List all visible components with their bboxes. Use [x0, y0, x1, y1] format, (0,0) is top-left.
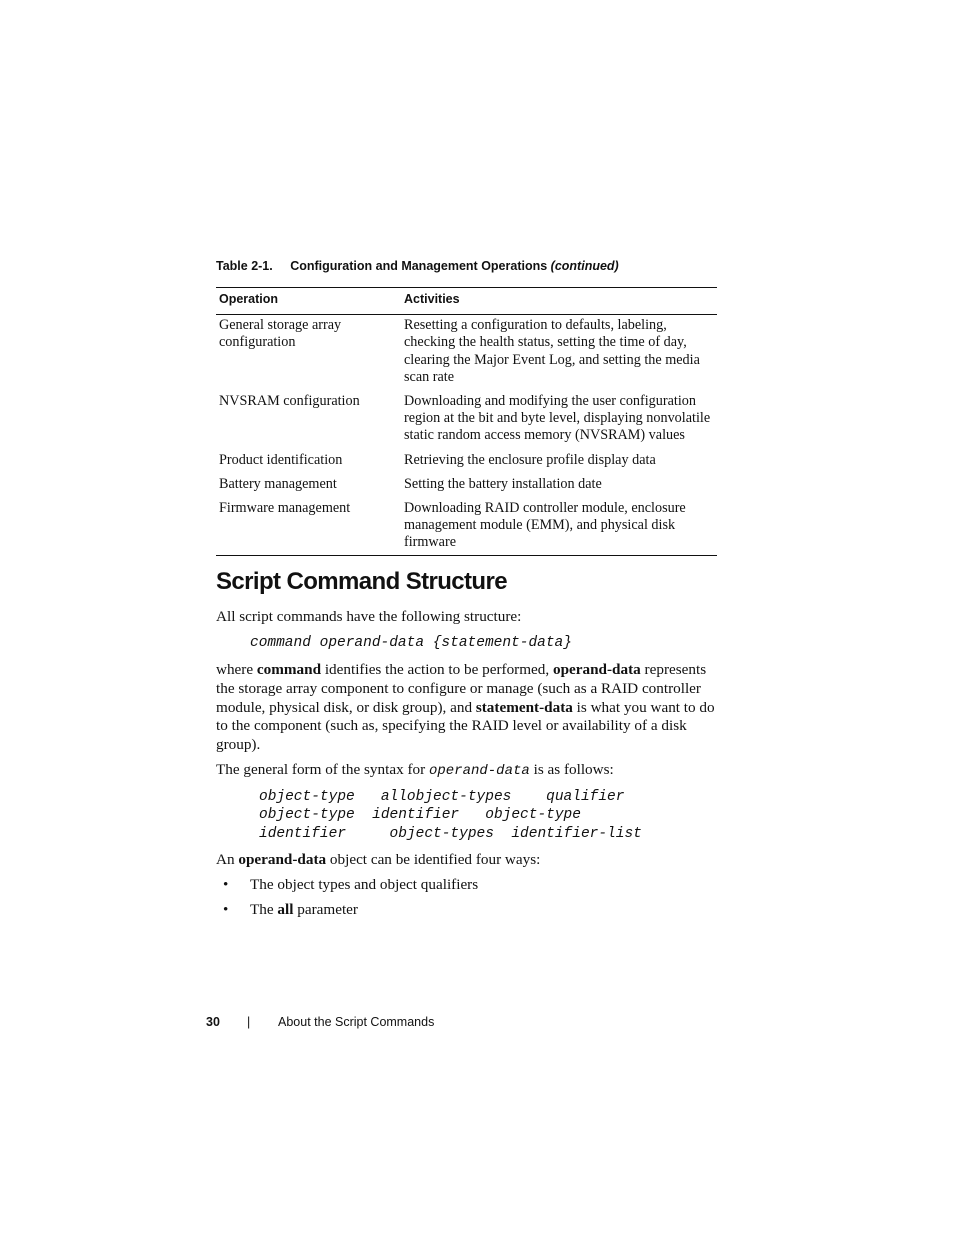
header-operation: Operation [216, 288, 399, 315]
keyword-statement-data: statement-data [475, 698, 573, 716]
syntax-line: object-type allobject-types qualifier [259, 789, 625, 805]
footer-separator: | [247, 1015, 251, 1029]
syntax-line: object-type identifier object-type [259, 807, 581, 823]
bullet-icon: • [223, 876, 229, 893]
table-row [216, 474, 717, 498]
keyword-command: command [256, 661, 322, 678]
activities-cell: Setting the battery installation date [404, 475, 602, 492]
intro-paragraph: All script commands have the following structure: [216, 608, 522, 625]
general-form-paragraph: The general form of the syntax for operand-data is as follows: [216, 761, 614, 779]
activities-cell: Resetting a configuration to defaults, labeling, checking the health status, setting the time of day, clearing the Major Event Log, and setting the media scan rate [404, 317, 700, 385]
operations-table [216, 287, 717, 556]
activities-cell: Downloading and modifying the user configuration region at the bit and byte level, displaying nonvolatile static random access memory (NVSRAM) values [404, 393, 711, 444]
operation-cell: Product identification [219, 451, 343, 468]
where-paragraph: where command identifies the action to be performed, operand-data represents the storage array component to configure or manage (such as a RAID controller module, physical disk, or disk group), and statement-data is what you want to do to the component (such as, specifying the RAID level or availability of a disk group). [216, 661, 715, 754]
identified-paragraph: An operand-data object can be identified four ways: [216, 851, 541, 868]
table-row [216, 498, 717, 555]
inline-code-operand-data: operand-data [428, 763, 530, 779]
operation-cell: Firmware management [216, 498, 399, 555]
table-title: Configuration and Management Operations [290, 259, 548, 273]
list-item: • The all parameter [223, 901, 358, 918]
header-activities: Activities [399, 288, 717, 315]
section-heading: Script Command Structure [216, 568, 507, 595]
table-row [216, 450, 717, 474]
activities-cell: Retrieving the enclosure profile display data [404, 451, 656, 468]
table-header-row [216, 288, 717, 315]
keyword-operand-data: operand-data [238, 851, 327, 868]
table-row [216, 391, 717, 450]
operation-cell: Battery management [219, 475, 337, 492]
keyword-operand-data: operand-data [552, 661, 641, 678]
table-caption [216, 259, 619, 273]
command-structure-code: command operand-data {statement-data} [250, 635, 572, 651]
footer-chapter-title: About the Script Commands [278, 1015, 435, 1029]
activities-cell: Downloading RAID controller module, enclosure management module (EMM), and physical disk firmware [399, 498, 717, 555]
page-number: 30 [206, 1015, 220, 1029]
keyword-all: all [277, 901, 294, 918]
syntax-line: identifier object-types identifier-list [259, 826, 642, 842]
table-number: Table 2-1. [216, 259, 273, 273]
operation-cell: NVSRAM configuration [219, 393, 360, 410]
list-item: • The object types and object qualifiers [223, 876, 479, 893]
operation-cell: General storage array configuration [219, 317, 342, 351]
bullet-icon: • [223, 901, 229, 918]
table-row [216, 315, 717, 391]
table-continued-label: (continued) [550, 259, 619, 273]
